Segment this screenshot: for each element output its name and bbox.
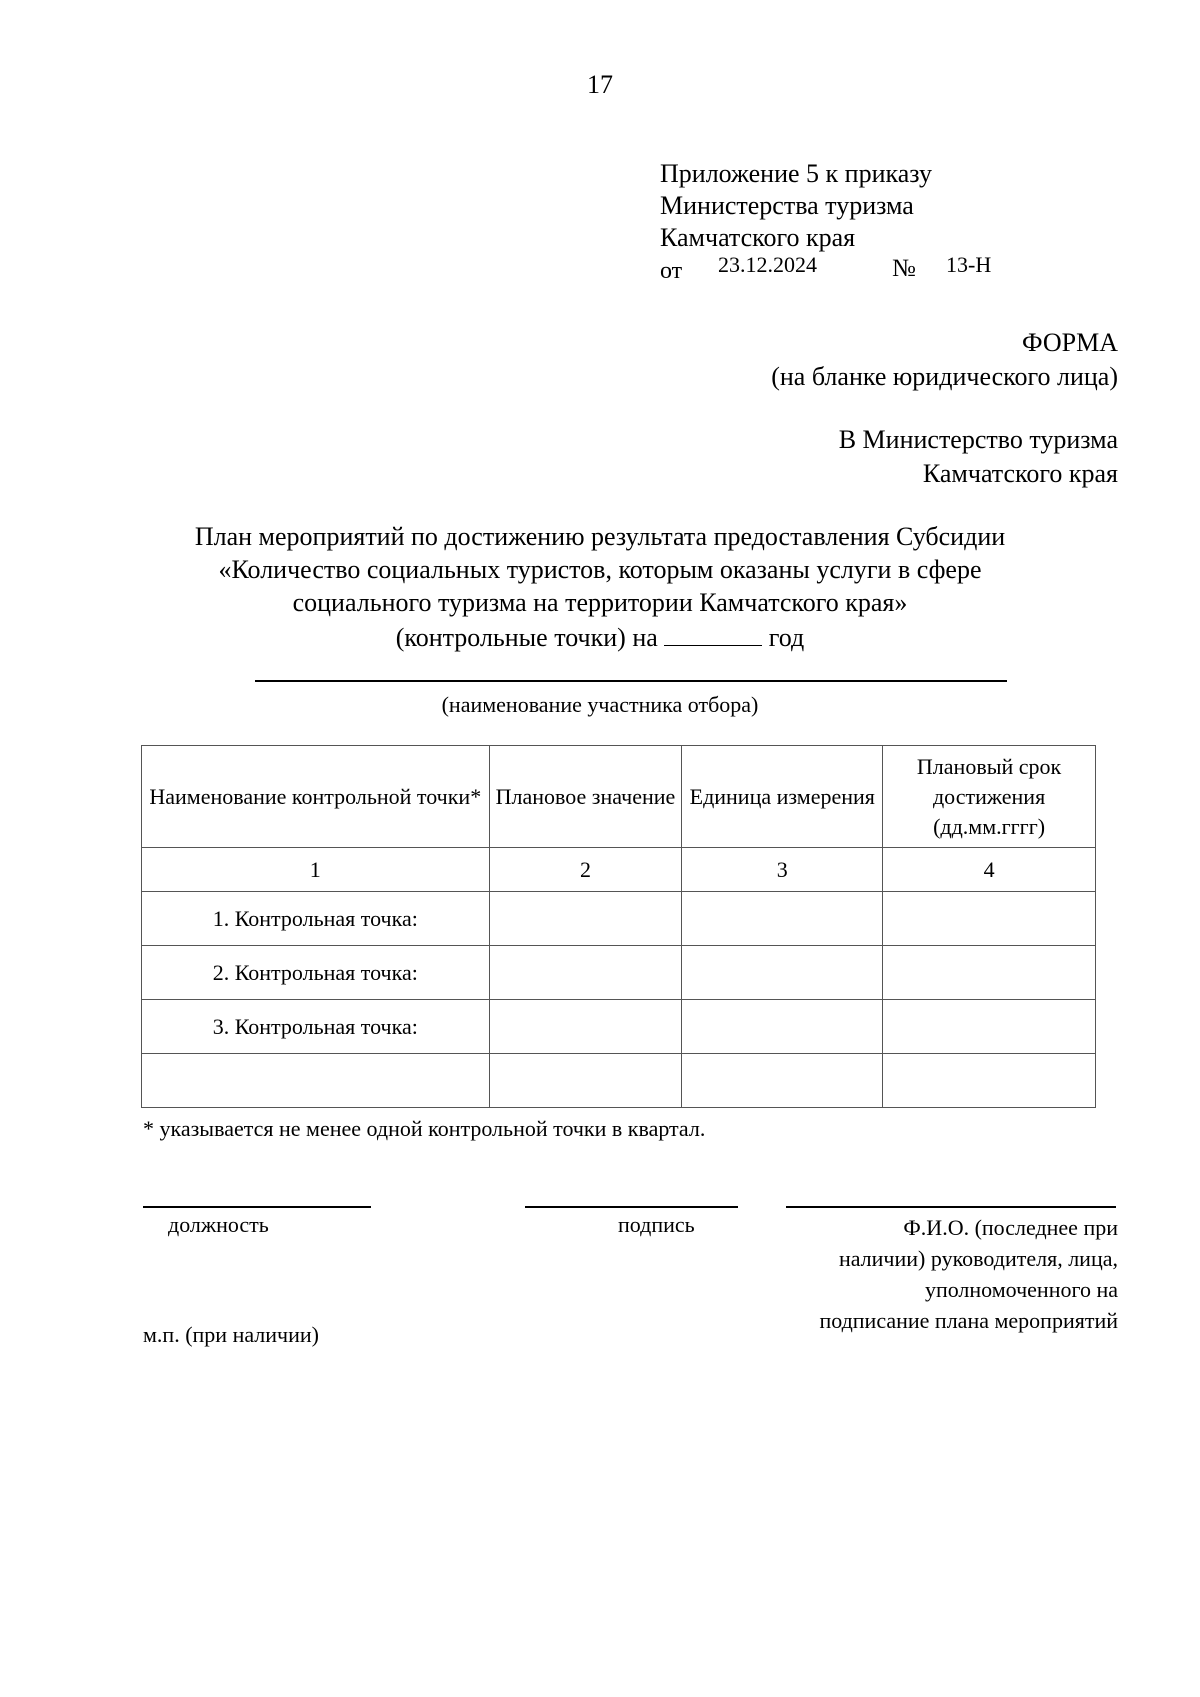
fio-caption-line: наличии) руководителя, лица, [838, 1246, 1118, 1271]
fio-signature-line[interactable] [786, 1206, 1116, 1208]
order-date-label: от [660, 258, 683, 284]
fio-caption [819, 1212, 1118, 1336]
control-point-label: 3. Контрольная точка: [142, 1000, 490, 1054]
control-points-table [141, 745, 1096, 1108]
order-number-label: № [892, 255, 916, 282]
table-header-row [142, 746, 1096, 848]
recipient-line: В Министерство туризма [838, 425, 1118, 454]
position-caption: должность [168, 1212, 269, 1237]
table-cell[interactable] [682, 1000, 883, 1054]
table-cell[interactable] [883, 1054, 1096, 1108]
order-date: 23.12.2024 [718, 252, 817, 277]
table-cell[interactable] [883, 892, 1096, 946]
column-number: 3 [682, 848, 883, 892]
form-heading [771, 326, 1118, 394]
table-cell[interactable] [682, 946, 883, 1000]
table-row [142, 1000, 1096, 1054]
form-label: ФОРМА [1022, 328, 1118, 357]
title-line: План мероприятий по достижению результата предоставления Субсидии [194, 522, 1006, 551]
column-number-row [142, 848, 1096, 892]
page-number: 17 [587, 70, 613, 99]
title-year-suffix: год [768, 623, 805, 652]
table-cell[interactable] [489, 1000, 682, 1054]
fio-caption-line: подписание плана мероприятий [819, 1308, 1118, 1333]
fio-caption-line: Ф.И.О. (последнее при [903, 1215, 1118, 1240]
table-cell[interactable] [883, 1000, 1096, 1054]
column-header: Плановое значение [489, 746, 682, 848]
title-year-prefix: (контрольные точки) на [395, 623, 658, 652]
form-note: (на бланке юридического лица) [771, 362, 1118, 391]
table-cell[interactable] [682, 1054, 883, 1108]
column-header: Единица измерения [682, 746, 883, 848]
column-header: Наименование контрольной точки* [142, 746, 490, 848]
table-row [142, 892, 1096, 946]
signature-caption: подпись [618, 1212, 695, 1237]
recipient-line: Камчатского края [922, 459, 1118, 488]
table-cell[interactable] [489, 1054, 682, 1108]
title-line-year [0, 619, 1200, 654]
participant-caption: (наименование участника отбора) [441, 692, 759, 717]
control-point-label: 1. Контрольная точка: [142, 892, 490, 946]
footnote: * указывается не менее одной контрольной точки в квартал. [143, 1116, 706, 1141]
appendix-line: Министерства туризма [660, 191, 914, 220]
table-row [142, 1054, 1096, 1108]
stamp-note: м.п. (при наличии) [143, 1322, 319, 1347]
position-signature-line[interactable] [143, 1206, 371, 1208]
column-number: 4 [883, 848, 1096, 892]
table-row [142, 946, 1096, 1000]
year-blank-field[interactable] [664, 619, 762, 646]
table-cell[interactable] [489, 946, 682, 1000]
title-line: «Количество социальных туристов, которым оказаны услуги в сфере [218, 555, 982, 584]
column-number: 1 [142, 848, 490, 892]
table-cell[interactable] [489, 892, 682, 946]
fio-caption-line: уполномоченного на [924, 1277, 1118, 1302]
table-cell[interactable] [883, 946, 1096, 1000]
table-cell[interactable] [682, 892, 883, 946]
title-line: социального туризма на территории Камчатского края» [292, 588, 908, 617]
order-number: 13-Н [946, 252, 992, 277]
column-number: 2 [489, 848, 682, 892]
control-point-label: 2. Контрольная точка: [142, 946, 490, 1000]
document-title [0, 520, 1200, 654]
appendix-header [660, 158, 932, 254]
column-header: Плановый срок достижения (дд.мм.гггг) [883, 746, 1096, 848]
appendix-line: Приложение 5 к приказу [660, 159, 933, 188]
signature-line[interactable] [525, 1206, 738, 1208]
recipient-block [839, 423, 1118, 491]
table-cell[interactable] [142, 1054, 490, 1108]
appendix-line: Камчатского края [660, 223, 856, 252]
participant-name-field[interactable] [255, 680, 1007, 682]
